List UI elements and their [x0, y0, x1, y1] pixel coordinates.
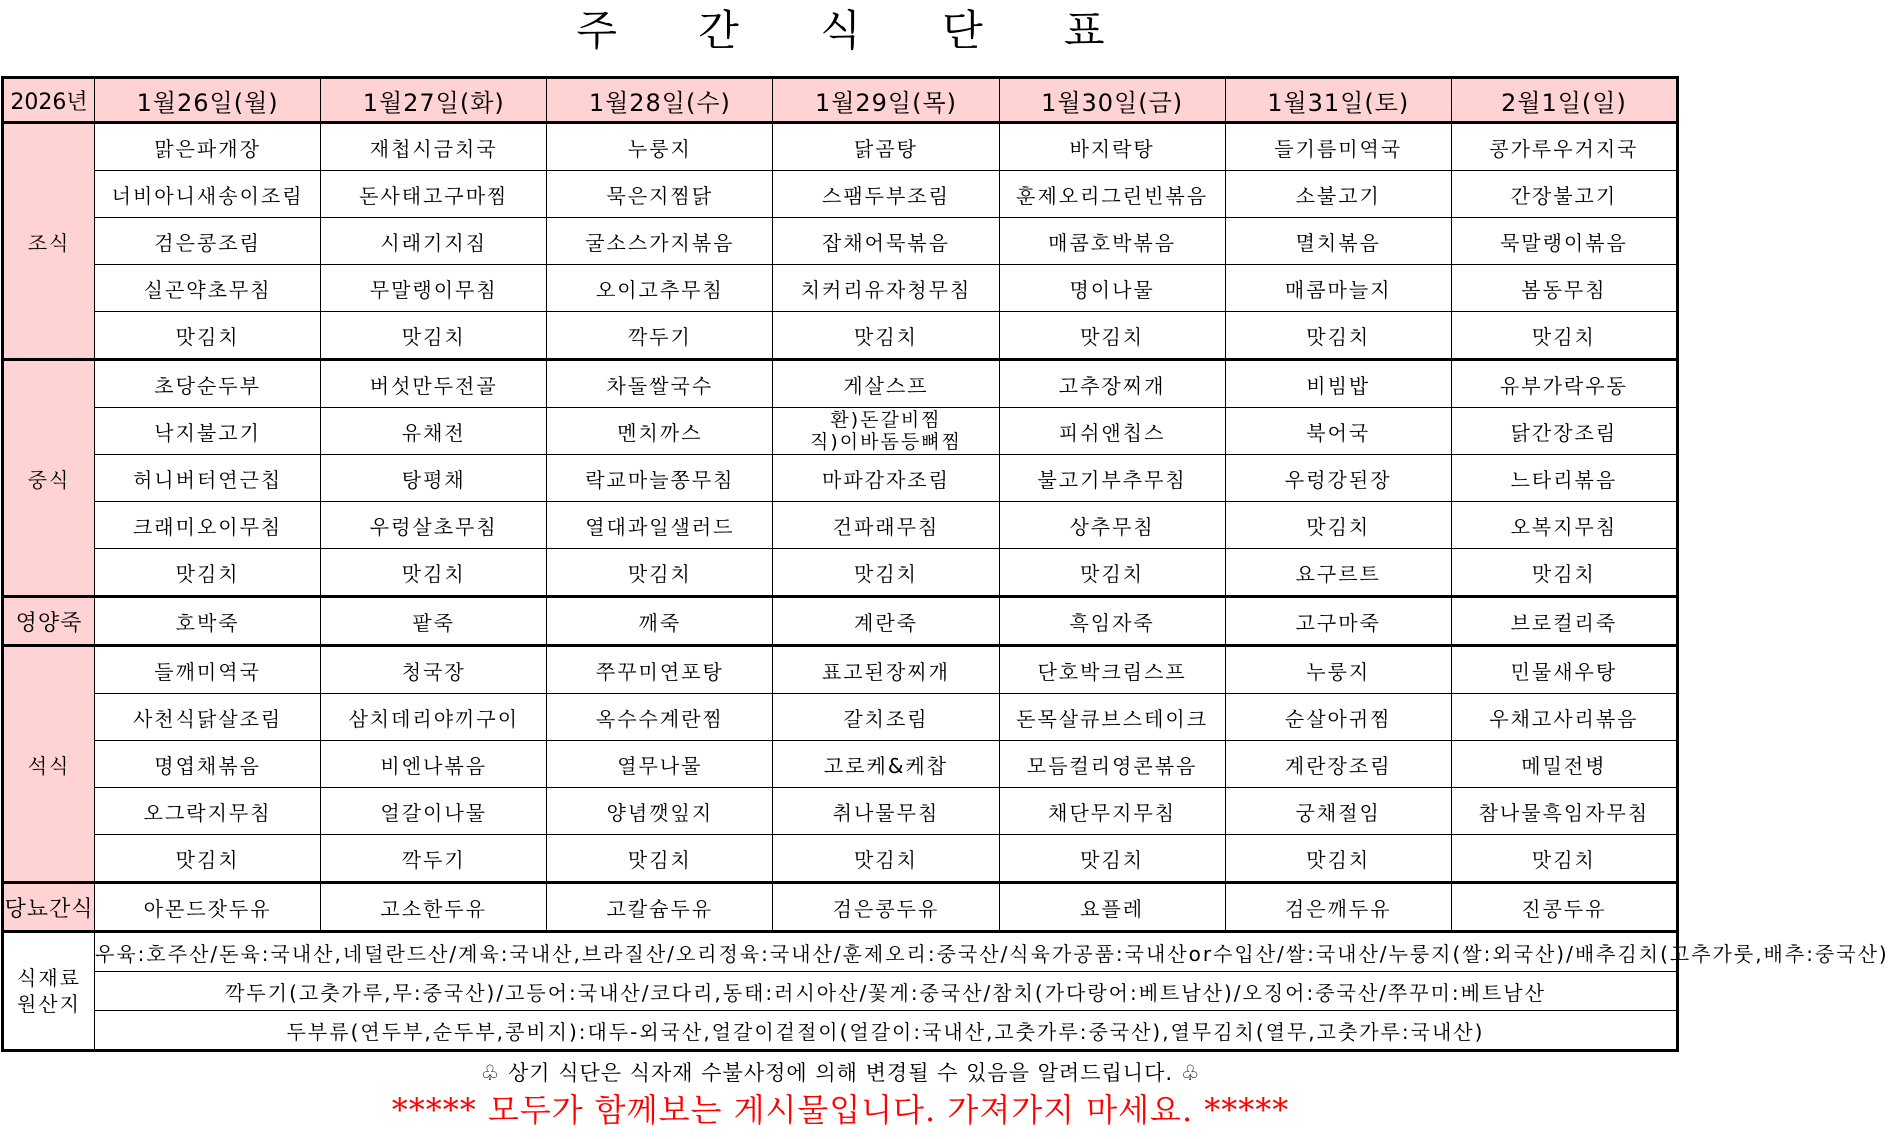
menu-item: 표고된장찌개: [773, 646, 999, 694]
menu-item: 팥죽: [321, 597, 547, 646]
menu-item: 검은콩조림: [95, 218, 321, 265]
notice-text: ♧ 상기 식단은 식자재 수불사정에 의해 변경될 수 있음을 알려드립니다. ♧: [480, 1061, 1201, 1085]
menu-item: 닭곰탕: [773, 123, 999, 171]
menu-item: 오복지무침: [1451, 502, 1677, 549]
menu-item: 락교마늘쫑무침: [547, 455, 773, 502]
menu-item: 유부가락우동: [1451, 360, 1677, 408]
menu-item: 명이나물: [999, 265, 1225, 312]
menu-item: 참나물흑임자무침: [1451, 788, 1677, 835]
menu-item: 맛김치: [1225, 312, 1451, 360]
menu-item: 묵은지찜닭: [547, 171, 773, 218]
menu-item: 삼치데리야끼구이: [321, 694, 547, 741]
menu-item-line: 직)이바돔등뼈찜: [810, 431, 962, 453]
origin-label-line: 원산지: [17, 992, 81, 1016]
menu-item: 요플레: [999, 883, 1225, 932]
menu-item: 메밀전병: [1451, 741, 1677, 788]
origin-label: [3, 932, 95, 1051]
menu-item: 고로케&케찹: [773, 741, 999, 788]
day-header: 1월30일(금): [999, 78, 1225, 123]
menu-item: 취나물무침: [773, 788, 999, 835]
origin-row: [3, 932, 1678, 972]
menu-item: 맛김치: [547, 835, 773, 883]
menu-item: 맑은파개장: [95, 123, 321, 171]
menu-item: 바지락탕: [999, 123, 1225, 171]
menu-item: 누룽지: [1225, 646, 1451, 694]
menu-item: 무말랭이무침: [321, 265, 547, 312]
menu-item: 맛김치: [773, 312, 999, 360]
menu-item: 아몬드잣두유: [95, 883, 321, 932]
menu-item: 맛김치: [773, 835, 999, 883]
menu-item: 명엽채볶음: [95, 741, 321, 788]
menu-item: 낙지불고기: [95, 408, 321, 455]
menu-item: 맛김치: [999, 549, 1225, 597]
breakfast-label: 조식: [3, 123, 95, 360]
menu-item: 차돌쌀국수: [547, 360, 773, 408]
menu-item: 비엔나볶음: [321, 741, 547, 788]
menu-item: 쭈꾸미연포탕: [547, 646, 773, 694]
origin-text: 깍두기(고춧가루,무:중국산)/고등어:국내산/코다리,동태:러시아산/꽃게:중국산/참치(가다랑어:베트남산)/오징어:중국산/쭈꾸미:베트남산: [95, 972, 1678, 1011]
warning-text: ***** 모두가 함께보는 게시물입니다. 가져가지 마세요. *****: [391, 1091, 1290, 1129]
menu-item: 굴소스가지볶음: [547, 218, 773, 265]
menu-item: 모듬컬리영콘볶음: [999, 741, 1225, 788]
menu-item: 청국장: [321, 646, 547, 694]
dinner-row: [3, 646, 1678, 694]
menu-item: 옥수수계란찜: [547, 694, 773, 741]
menu-item: 호박죽: [95, 597, 321, 646]
menu-item: 고추장찌개: [999, 360, 1225, 408]
day-header: 1월26일(월): [95, 78, 321, 123]
menu-item: 양념깻잎지: [547, 788, 773, 835]
menu-item: 궁채절임: [1225, 788, 1451, 835]
menu-item: 들기름미역국: [1225, 123, 1451, 171]
breakfast-row: [3, 123, 1678, 171]
lunch-row: [3, 455, 1678, 502]
day-header: 1월28일(수): [547, 78, 773, 123]
lunch-row: [3, 360, 1678, 408]
menu-item: 진콩두유: [1451, 883, 1677, 932]
menu-item: 맛김치: [1225, 835, 1451, 883]
menu-item: [773, 408, 999, 455]
menu-item: 재첩시금치국: [321, 123, 547, 171]
menu-item: 맛김치: [1225, 502, 1451, 549]
menu-item: 맛김치: [1451, 549, 1677, 597]
menu-item: 맛김치: [773, 549, 999, 597]
menu-item: 허니버터연근칩: [95, 455, 321, 502]
menu-item: 깨죽: [547, 597, 773, 646]
breakfast-row: [3, 265, 1678, 312]
menu-item: 버섯만두전골: [321, 360, 547, 408]
lunch-row: [3, 408, 1678, 455]
origin-label-line: 식재료: [17, 966, 81, 990]
menu-item: 스팸두부조림: [773, 171, 999, 218]
menu-item: 초당순두부: [95, 360, 321, 408]
menu-item: 돈사태고구마찜: [321, 171, 547, 218]
menu-item: 브로컬리죽: [1451, 597, 1677, 646]
page-title: 주 간 식 단 표: [576, 6, 1139, 55]
menu-item: 멘치까스: [547, 408, 773, 455]
menu-item: 소불고기: [1225, 171, 1451, 218]
lunch-row: [3, 549, 1678, 597]
snack-row: [3, 883, 1678, 932]
porridge-row: [3, 597, 1678, 646]
menu-item: 검은콩두유: [773, 883, 999, 932]
menu-item: 열무나물: [547, 741, 773, 788]
menu-item: 맛김치: [547, 549, 773, 597]
menu-item: 맛김치: [1451, 835, 1677, 883]
menu-item: 시래기지짐: [321, 218, 547, 265]
dinner-label: 석식: [3, 646, 95, 883]
menu-item: 맛김치: [999, 312, 1225, 360]
menu-item-line: 환)돈갈비찜: [830, 409, 942, 431]
breakfast-row: [3, 171, 1678, 218]
menu-item: 우채고사리볶음: [1451, 694, 1677, 741]
menu-item: 흑임자죽: [999, 597, 1225, 646]
day-header: 1월27일(화): [321, 78, 547, 123]
menu-item: 북어국: [1225, 408, 1451, 455]
menu-item: 돈목살큐브스테이크: [999, 694, 1225, 741]
menu-item: 검은깨두유: [1225, 883, 1451, 932]
menu-item: 유채전: [321, 408, 547, 455]
header-row: [3, 78, 1678, 123]
menu-item: 마파감자조림: [773, 455, 999, 502]
menu-item: 탕평채: [321, 455, 547, 502]
menu-item: 단호박크림스프: [999, 646, 1225, 694]
menu-item: 민물새우탕: [1451, 646, 1677, 694]
menu-item: 닭간장조림: [1451, 408, 1677, 455]
menu-item: 비빔밥: [1225, 360, 1451, 408]
menu-item: 맛김치: [321, 312, 547, 360]
menu-item: 간장불고기: [1451, 171, 1677, 218]
menu-item: 오그락지무침: [95, 788, 321, 835]
breakfast-row: [3, 218, 1678, 265]
menu-item: 깍두기: [321, 835, 547, 883]
menu-item: 상추무침: [999, 502, 1225, 549]
year-cell: 2026년: [3, 78, 95, 123]
menu-item: 잡채어묵볶음: [773, 218, 999, 265]
dinner-row: [3, 788, 1678, 835]
menu-item: 맛김치: [321, 549, 547, 597]
day-header: 1월31일(토): [1225, 78, 1451, 123]
menu-item: 채단무지무침: [999, 788, 1225, 835]
menu-item: 매콤호박볶음: [999, 218, 1225, 265]
menu-item: 계란장조림: [1225, 741, 1451, 788]
day-header: 1월29일(목): [773, 78, 999, 123]
menu-item: 깍두기: [547, 312, 773, 360]
menu-item: 요구르트: [1225, 549, 1451, 597]
origin-text: 두부류(연두부,순두부,콩비지):대두-외국산,얼갈이겉절이(얼갈이:국내산,고춧가루:중국산),열무김치(열무,고춧가루:국내산): [95, 1011, 1678, 1051]
origin-row: [3, 1011, 1678, 1051]
menu-item: 계란죽: [773, 597, 999, 646]
menu-item: 맛김치: [95, 312, 321, 360]
porridge-label: 영양죽: [3, 597, 95, 646]
menu-item: 맛김치: [95, 549, 321, 597]
origin-row: [3, 972, 1678, 1011]
menu-item: 치커리유자청무침: [773, 265, 999, 312]
menu-item: 게살스프: [773, 360, 999, 408]
lunch-row: [3, 502, 1678, 549]
menu-item: 우렁강된장: [1225, 455, 1451, 502]
menu-item: 사천식닭살조림: [95, 694, 321, 741]
menu-item: 봄동무침: [1451, 265, 1677, 312]
menu-item: 느타리볶음: [1451, 455, 1677, 502]
menu-item: 맛김치: [1451, 312, 1677, 360]
menu-item: 오이고추무침: [547, 265, 773, 312]
menu-item: 맛김치: [95, 835, 321, 883]
menu-item: 매콤마늘지: [1225, 265, 1451, 312]
menu-item: 고칼슘두유: [547, 883, 773, 932]
menu-item: 불고기부추무침: [999, 455, 1225, 502]
menu-item: 실곤약초무침: [95, 265, 321, 312]
menu-item: 너비아니새송이조림: [95, 171, 321, 218]
breakfast-row: [3, 312, 1678, 360]
menu-item: 크래미오이무침: [95, 502, 321, 549]
menu-item: 순살아귀찜: [1225, 694, 1451, 741]
dinner-row: [3, 835, 1678, 883]
day-header: 2월1일(일): [1451, 78, 1677, 123]
snack-label: 당뇨간식: [3, 883, 95, 932]
menu-item: 콩가루우거지국: [1451, 123, 1677, 171]
menu-item: 갈치조림: [773, 694, 999, 741]
menu-item: 고소한두유: [321, 883, 547, 932]
menu-item: 누룽지: [547, 123, 773, 171]
menu-item: 멸치볶음: [1225, 218, 1451, 265]
menu-item: 우렁살초무침: [321, 502, 547, 549]
menu-item: 묵말랭이볶음: [1451, 218, 1677, 265]
menu-item: 고구마죽: [1225, 597, 1451, 646]
weekly-menu-table: [1, 76, 1889, 1052]
menu-item: 훈제오리그린빈볶음: [999, 171, 1225, 218]
menu-item: 맛김치: [999, 835, 1225, 883]
lunch-label: 중식: [3, 360, 95, 597]
dinner-row: [3, 694, 1678, 741]
menu-item: 건파래무침: [773, 502, 999, 549]
origin-text: 우육:호주산/돈육:국내산,네덜란드산/계육:국내산,브라질산/오리정육:국내산/훈제오리:중국산/식육가공품:국내산or수입산/쌀:국내산/누룽지(쌀:외국산)/배추김치(고추가룻,배추:중국산): [95, 932, 1678, 972]
menu-item: 얼갈이나물: [321, 788, 547, 835]
menu-item: 피쉬앤칩스: [999, 408, 1225, 455]
menu-item: 들깨미역국: [95, 646, 321, 694]
menu-item: 열대과일샐러드: [547, 502, 773, 549]
dinner-row: [3, 741, 1678, 788]
